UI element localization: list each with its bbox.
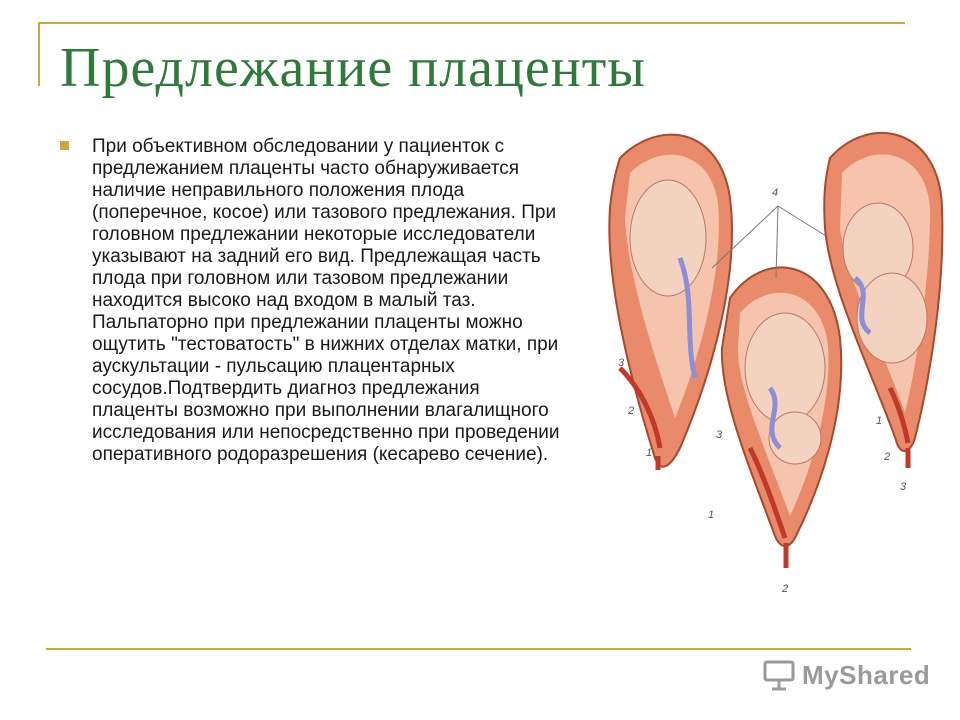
frame-left-line bbox=[38, 22, 40, 86]
brand-logo bbox=[762, 655, 930, 695]
label-right-3: 3 bbox=[900, 481, 907, 493]
frame-top-line bbox=[40, 22, 905, 24]
bullet-text: При объективном обследовании у пациенток с предлежанием плаценты часто обнаруживается наличие неправильного положения плода (поперечное, косое) или тазового предлежания. При головном предлежании некоторые исследователи указывают на задний его вид. Предлежащая часть плода при головном или тазовом предлежании находится высоко над входом в малый таз. Пальпаторно при предлежании плаценты можно ощутить "тестоватость" в нижних отделах матки, при аускультации - пульсацию плацентарных сосудов.Подтвердить диагноз предлежания плаценты возможно при выполнении влагалищного исследования или непосредственно при проведении оперативного родоразрешения (кесарево сечение). bbox=[92, 136, 560, 465]
uterus-right-illustration bbox=[824, 133, 942, 468]
presentation-screen-icon bbox=[762, 658, 796, 692]
label-right-1: 1 bbox=[876, 415, 883, 427]
label-left-1: 1 bbox=[646, 447, 653, 459]
uterus-middle-illustration bbox=[722, 267, 841, 568]
label-left-3: 3 bbox=[618, 357, 625, 369]
bullet-list bbox=[60, 136, 570, 466]
brand-name: MyShared bbox=[802, 659, 931, 690]
label-mid-3: 3 bbox=[716, 429, 723, 441]
label-left-2: 2 bbox=[628, 405, 635, 417]
label-4: 4 bbox=[772, 187, 779, 199]
label-mid-2: 2 bbox=[782, 583, 789, 595]
bullet-marker-icon bbox=[60, 141, 69, 150]
label-right-2: 2 bbox=[884, 451, 891, 463]
frame-bottom-line bbox=[46, 648, 911, 650]
uterus-left-illustration bbox=[609, 135, 732, 470]
placenta-previa-illustration bbox=[600, 118, 945, 608]
slide-title: Предлежание плаценты bbox=[60, 37, 646, 99]
label-mid-1: 1 bbox=[708, 509, 715, 521]
